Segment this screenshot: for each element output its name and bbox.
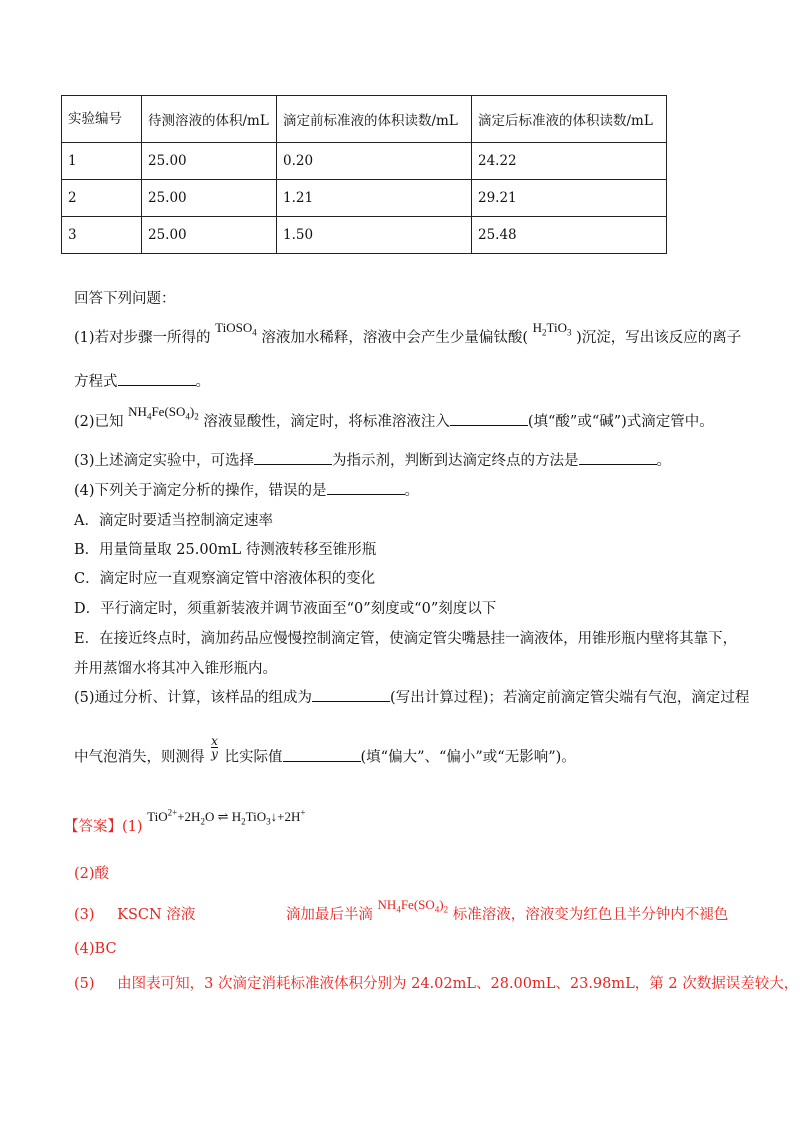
q5-line2-text-c: (填“偏大”、“偏小”或“无影响”)。 [360, 749, 576, 766]
table-cell: 3 [62, 217, 142, 254]
header-cell: 滴定后标准液的体积读数/mL [472, 96, 667, 143]
table-cell: 0.20 [277, 143, 472, 180]
question-1-line2 [74, 370, 210, 391]
answer-blank[interactable] [579, 450, 657, 465]
q4-text: (4)下列关于滴定分析的操作，错误的是 [74, 483, 327, 499]
answer-3-chem: $NH_4Fe(SO_4)_2$ [377, 897, 449, 915]
q5-line2-text-a: 中气泡消失，则测得 [74, 749, 205, 766]
table-cell: 25.00 [142, 180, 277, 217]
question-1 [74, 320, 742, 348]
table-row [62, 180, 667, 217]
header-cell: 实验编号 [62, 96, 142, 143]
table-row [62, 217, 667, 254]
option-c: C．滴定时应一直观察滴定管中溶液体积的变化 [74, 571, 376, 587]
answer-5-label: (5) [74, 976, 95, 992]
header-cell: 滴定前标准液的体积读数/mL [277, 96, 472, 143]
option-e-line1: E．在接近终点时，滴加药品应慢慢控制滴定管，使滴定管尖嘴悬挂一滴液体，用锥形瓶内壁将其靠下， [74, 631, 738, 647]
q2-text-b: 溶液显酸性，滴定时，将标准溶液注入 [203, 414, 450, 430]
question-5 [74, 686, 749, 707]
table-cell: 2 [62, 180, 142, 217]
answer-blank[interactable] [118, 371, 196, 386]
answer-tag: 【答案】 [64, 819, 122, 835]
answer-1-label: (1) [122, 819, 143, 835]
question-4 [74, 479, 419, 500]
q1-text-a: (1)若对步骤一所得的 [74, 330, 211, 346]
q1-text-b: 溶液加水稀释，溶液中会产生少量偏钛酸( [261, 330, 529, 346]
q5-text-a: (5)通过分析、计算，该样品的组成为 [74, 690, 313, 706]
header-cell: 待测溶液的体积/mL [142, 96, 277, 143]
table-cell: 25.48 [472, 217, 667, 254]
chem-h2tio3: $H_2TiO_3$ [532, 320, 572, 338]
answer-5-text: 由图表可知，3 次滴定消耗标准液体积分别为 24.02mL、28.00mL、23.98mL，第 2 次数据误差较大， [117, 976, 799, 992]
answer-blank[interactable] [254, 450, 332, 465]
chem-tioso4: TiOSO$_4$ [215, 320, 257, 338]
fraction-x-over-y: $\frac{x}{y}$ [211, 734, 218, 761]
table-cell: 25.00 [142, 217, 277, 254]
option-e-line2: 并用蒸馏水将其冲入锥形瓶内。 [74, 661, 277, 677]
answer-2: (2)酸 [74, 866, 110, 882]
table-row [62, 143, 667, 180]
option-b: B．用量筒量取 25.00mL 待测液转移至锥形瓶 [74, 542, 377, 558]
q5-line2-text-b: 比实际值 [224, 749, 283, 766]
table-cell: 1 [62, 143, 142, 180]
table-cell: 25.00 [142, 143, 277, 180]
q3-text-b: 为指示剂，判断到达滴定终点的方法是 [332, 453, 579, 469]
q2-text-a: (2)已知 [74, 414, 124, 430]
q1-text-c: )沉淀，写出该反应的离子 [576, 330, 742, 346]
q5-text-b: (写出计算过程)；若滴定前滴定管尖端有气泡，滴定过程 [390, 690, 750, 706]
answer-4: (4)BC [74, 941, 117, 957]
table-header-row [62, 96, 667, 143]
option-d: D．平行滴定时，须重新装液并调节液面至“0”刻度或“0”刻度以下 [74, 601, 497, 617]
answer-1 [64, 807, 306, 837]
table-cell: 29.21 [472, 180, 667, 217]
answer-blank[interactable] [283, 747, 361, 762]
question-3 [74, 449, 671, 470]
table-cell: 1.21 [277, 180, 472, 217]
answer-3-method-b: 标准溶液，溶液变为红色且半分钟内不褪色 [452, 907, 729, 923]
question-2 [74, 404, 714, 432]
q3-text-c: 。 [656, 453, 672, 469]
table-cell: 24.22 [472, 143, 667, 180]
questions-intro: 回答下列问题： [74, 291, 176, 307]
answer-blank[interactable] [450, 411, 528, 426]
titration-data-table [61, 95, 667, 254]
answer-3-label: (3) [74, 907, 95, 923]
answer-3 [74, 897, 729, 925]
q2-text-c: (填“酸”或“碱”)式滴定管中。 [527, 414, 714, 430]
q4-end: 。 [404, 483, 420, 499]
question-5-line2 [74, 734, 576, 770]
answer-3-method-a: 滴加最后半滴 [285, 907, 373, 923]
answer-blank[interactable] [327, 480, 405, 495]
answer-3-indicator: KSCN 溶液 [117, 907, 196, 923]
chem-nh4fe-so4-2: $NH_4Fe(SO_4)_2$ [128, 404, 199, 422]
option-a: A．滴定时要适当控制滴定速率 [74, 513, 273, 529]
answer-5 [74, 972, 798, 993]
q3-text-a: (3)上述滴定实验中，可选择 [74, 453, 255, 469]
answer-blank[interactable] [312, 687, 390, 702]
q1-end: 。 [195, 374, 210, 390]
answer-1-equation: $TiO^{2+}+2H_2O$ ⇌ $H_2TiO_3↓+2H^+$ [147, 807, 306, 827]
q1-line2-text: 方程式 [74, 374, 118, 390]
table-cell: 1.50 [277, 217, 472, 254]
